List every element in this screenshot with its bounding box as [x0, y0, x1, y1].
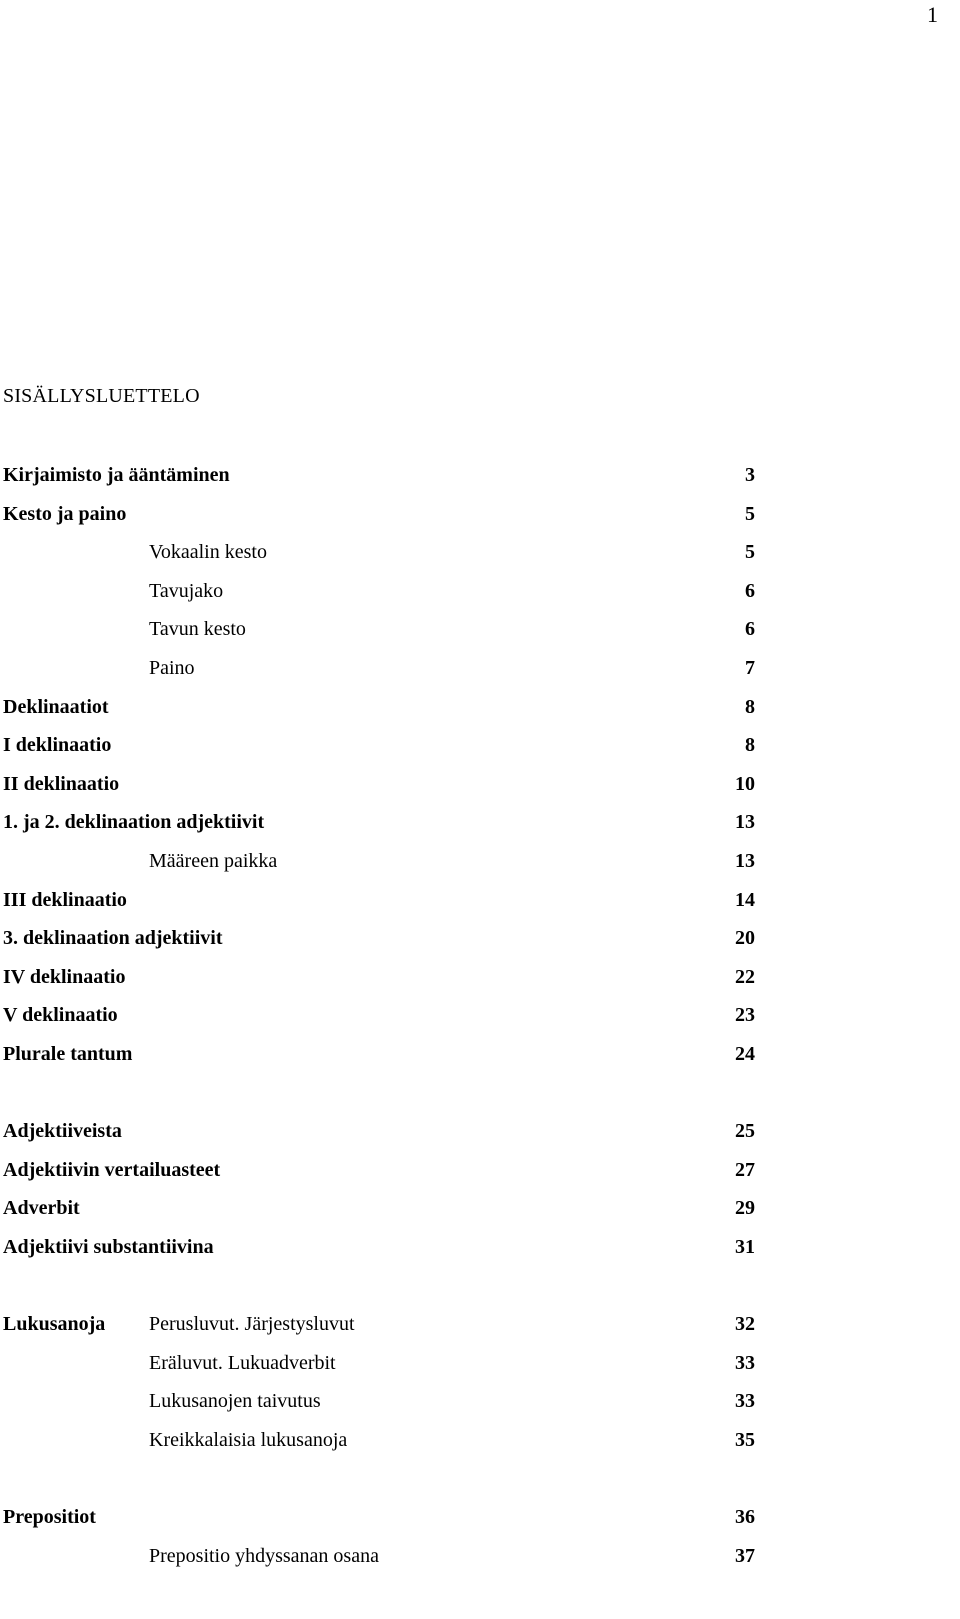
toc-entry-subtitle: Tavujako: [149, 579, 224, 602]
toc-entry-subtitle: Perusluvut. Järjestysluvut: [149, 1313, 355, 1336]
toc-entry-subtitle: Vokaalin kesto: [149, 541, 267, 564]
toc-heading: SISÄLLYSLUETTELO: [3, 385, 200, 407]
toc-entry-subtitle: Lukusanojen taivutus: [149, 1390, 321, 1413]
toc-entry-subtitle: Eräluvut. Lukuadverbit: [149, 1351, 336, 1374]
toc-entry-page: 13: [735, 811, 755, 834]
toc-entry-page: 35: [735, 1428, 755, 1451]
toc-entry-page: 31: [735, 1235, 755, 1258]
toc-entry: [0, 1498, 960, 1537]
toc-entry: [0, 495, 960, 534]
toc-gap: [0, 1459, 960, 1498]
toc-entry: [0, 842, 960, 881]
toc-entry-subtitle: Paino: [149, 656, 195, 679]
toc-entry: [0, 1382, 960, 1421]
toc-entry-page: 37: [735, 1544, 755, 1567]
toc-entry: [0, 1189, 960, 1228]
toc-entry-page: 6: [745, 579, 755, 602]
toc-entry-page: 20: [735, 927, 755, 950]
toc-entry: [0, 803, 960, 842]
toc-entry: [0, 1421, 960, 1460]
toc-entry-page: 5: [745, 541, 755, 564]
toc-entry-title: V deklinaatio: [3, 1004, 118, 1027]
toc-entry-title: Adverbit: [3, 1197, 80, 1220]
toc-gap: [0, 1266, 960, 1305]
toc-entry-title: Adjektiivin vertailuasteet: [3, 1158, 221, 1181]
toc-entry: [0, 649, 960, 688]
toc-entry-title: IV deklinaatio: [3, 965, 126, 988]
toc-entry: [0, 1112, 960, 1151]
toc-entry: [0, 533, 960, 572]
toc-entry-title: Lukusanoja: [3, 1313, 106, 1336]
toc-entry-page: 29: [735, 1197, 755, 1220]
toc-entry-title: Prepositiot: [3, 1506, 96, 1529]
toc-entry: [0, 1035, 960, 1074]
toc-entry-page: 33: [735, 1351, 755, 1374]
toc-entry-page: 24: [735, 1042, 755, 1065]
toc-entry: [0, 688, 960, 727]
toc-entry-page: 13: [735, 849, 755, 872]
toc-entry-title: Deklinaatiot: [3, 695, 109, 718]
toc-entry-page: 25: [735, 1120, 755, 1143]
toc-entry: [0, 1151, 960, 1190]
toc-entry-title: II deklinaatio: [3, 772, 120, 795]
toc-entry: [0, 919, 960, 958]
toc-entry-page: 10: [735, 772, 755, 795]
toc-entry-page: 27: [735, 1158, 755, 1181]
toc-entry-title: Adjektiiveista: [3, 1120, 122, 1143]
toc-entry-title: Plurale tantum: [3, 1042, 133, 1065]
toc-entry-page: 6: [745, 618, 755, 641]
toc-entry-title: Kirjaimisto ja ääntäminen: [3, 464, 230, 486]
toc-entry-page: 23: [735, 1004, 755, 1027]
toc-entry: [0, 765, 960, 804]
toc-entry: [0, 610, 960, 649]
toc-entry: [0, 456, 960, 495]
toc-entry: [0, 1305, 960, 1344]
toc-entry-title: 1. ja 2. deklinaation adjektiivit: [3, 811, 265, 834]
page-number: 1: [927, 2, 938, 27]
toc-entry-page: 36: [735, 1506, 755, 1529]
toc-entry: [0, 1344, 960, 1383]
toc-entry-title: I deklinaatio: [3, 734, 112, 757]
toc-entry-page: 5: [745, 502, 755, 525]
toc-entry: [0, 1537, 960, 1576]
toc-entry-title: Kesto ja paino: [3, 502, 127, 525]
toc-entry: [0, 1228, 960, 1267]
toc-gap: [0, 1074, 960, 1113]
toc-entry-subtitle: Määreen paikka: [149, 849, 278, 872]
toc-entry-page: 22: [735, 965, 755, 988]
toc-entry-title: Adjektiivi substantiivina: [3, 1235, 214, 1258]
toc-entry: [0, 958, 960, 997]
table-of-contents: [0, 456, 960, 1575]
toc-entry-page: 7: [745, 656, 755, 679]
toc-entry-subtitle: Prepositio yhdyssanan osana: [149, 1544, 379, 1567]
toc-entry-title: III deklinaatio: [3, 888, 127, 911]
toc-entry: [0, 726, 960, 765]
toc-entry-page: 33: [735, 1390, 755, 1413]
toc-entry-page: 32: [735, 1313, 755, 1336]
toc-entry: [0, 881, 960, 920]
toc-entry-page: 8: [745, 734, 755, 757]
toc-entry: [0, 996, 960, 1035]
toc-entry: [0, 572, 960, 611]
toc-entry-page: 14: [735, 888, 755, 911]
toc-entry-title: 3. deklinaation adjektiivit: [3, 927, 223, 950]
toc-entry-page: 3: [745, 464, 755, 486]
toc-entry-subtitle: Tavun kesto: [149, 618, 246, 641]
toc-entry-page: 8: [745, 695, 755, 718]
toc-entry-subtitle: Kreikkalaisia lukusanoja: [149, 1428, 348, 1451]
